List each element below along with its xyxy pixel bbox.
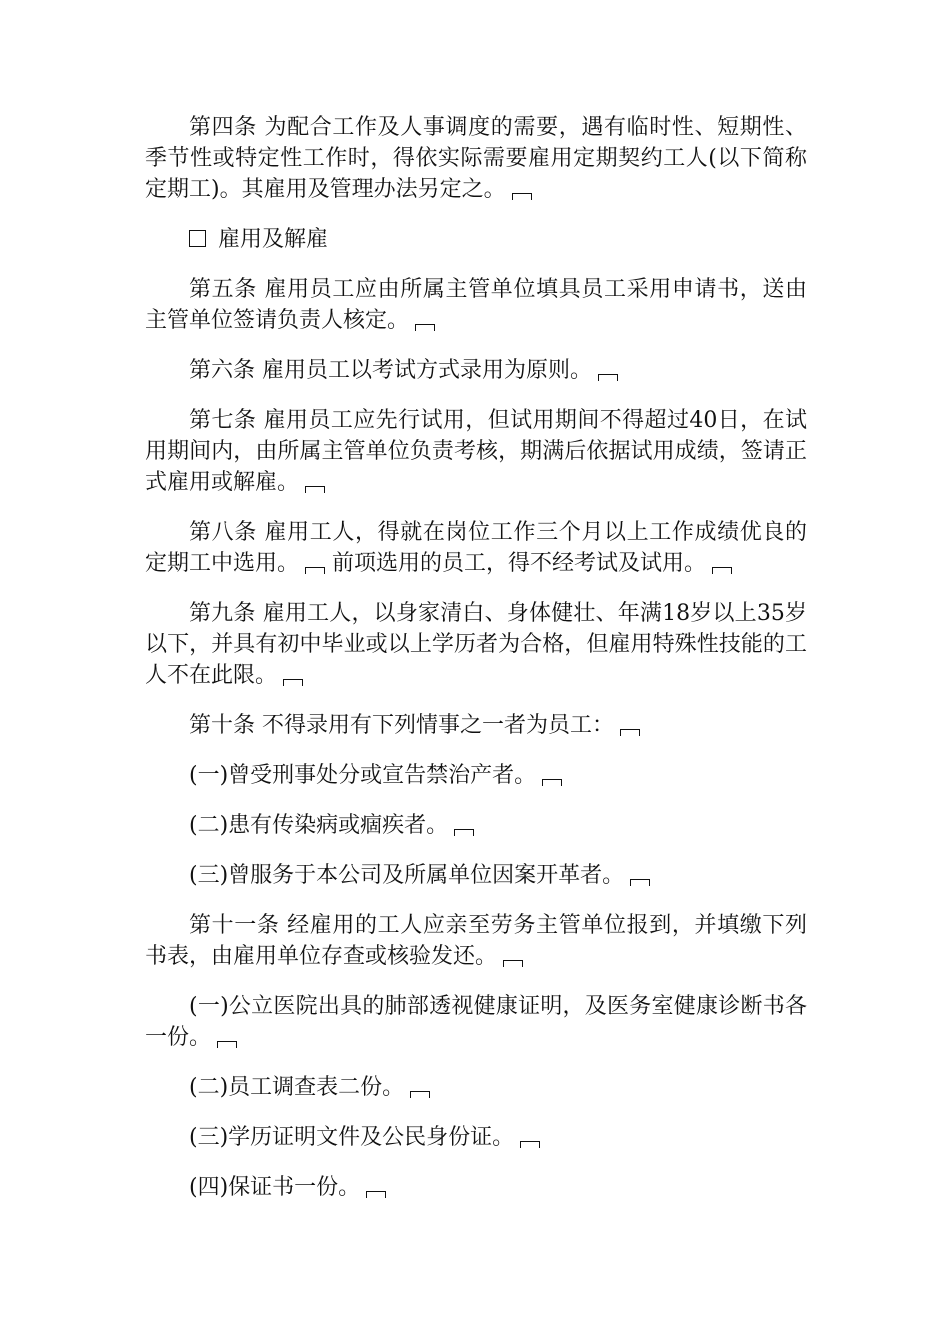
article-4-text: 第四条 为配合工作及人事调度的需要，遇有临时性、短期性、季节性或特定性工作时，得依实际需要雇用定期契约工人(以下简称定期工)。其雇用及管理办法另定之。 <box>145 115 807 202</box>
list-item-text: (三)学历证明文件及公民身份证。 <box>189 1125 515 1150</box>
paragraph-mark-icon <box>217 1041 237 1048</box>
article-9-text: 第九条 雇用工人，以身家清白、身体健壮、年满18岁以上35岁以下，并具有初中毕业或以上学历者为合格，但雇用特殊性技能的工人不在此限。 <box>145 601 807 688</box>
article-5-text: 第五条 雇用员工应由所属主管单位填具员工采用申请书，送由主管单位签请负责人核定。 <box>145 277 807 333</box>
list-item-text: (四)保证书一份。 <box>189 1175 361 1200</box>
article-11-text: 第十一条 经雇用的工人应亲至劳务主管单位报到，并填缴下列书表，由雇用单位存查或核验发还。 <box>145 913 807 969</box>
paragraph-mark-icon <box>712 567 732 574</box>
article-9 <box>145 598 807 691</box>
paragraph-mark-icon <box>620 729 640 736</box>
article-5 <box>145 274 807 336</box>
list-item-text: (二)员工调查表二份。 <box>189 1075 405 1100</box>
article-10-item-2 <box>145 810 807 841</box>
paragraph-mark-icon <box>512 193 532 200</box>
checkbox-icon <box>189 230 206 247</box>
article-11-item-3 <box>145 1122 807 1153</box>
paragraph-mark-icon <box>410 1091 430 1098</box>
paragraph-mark-icon <box>454 829 474 836</box>
paragraph-mark-icon <box>305 486 325 493</box>
article-6-text: 第六条 雇用员工以考试方式录用为原则。 <box>189 358 592 383</box>
paragraph-mark-icon <box>283 679 303 686</box>
article-8-text-b: 前项选用的员工，得不经考试及试用。 <box>332 551 707 576</box>
paragraph-mark-icon <box>305 567 325 574</box>
article-10 <box>145 710 807 741</box>
paragraph-mark-icon <box>415 324 435 331</box>
article-11-item-2 <box>145 1072 807 1103</box>
section-heading <box>145 224 807 255</box>
section-heading-text: 雇用及解雇 <box>218 227 329 252</box>
article-10-item-1 <box>145 760 807 791</box>
list-item-text: (一)公立医院出具的肺部透视健康证明，及医务室健康诊断书各一份。 <box>145 994 807 1050</box>
article-7-text: 第七条 雇用员工应先行试用，但试用期间不得超过40日，在试用期间内，由所属主管单位负责考核，期满后依据试用成绩，签请正式雇用或解雇。 <box>145 408 807 495</box>
article-10-text: 第十条 不得录用有下列情事之一者为员工： <box>189 713 614 738</box>
paragraph-mark-icon <box>520 1141 540 1148</box>
article-11-item-4 <box>145 1172 807 1203</box>
paragraph-mark-icon <box>542 779 562 786</box>
article-6 <box>145 355 807 386</box>
article-4 <box>145 112 807 205</box>
paragraph-mark-icon <box>630 879 650 886</box>
list-item-text: (二)患有传染病或痼疾者。 <box>189 813 449 838</box>
article-8 <box>145 517 807 579</box>
article-11 <box>145 910 807 972</box>
paragraph-mark-icon <box>503 960 523 967</box>
document-page <box>145 112 807 1222</box>
article-8-text-a: 第八条 雇用工人，得就在岗位工作三个月以上工作成绩优良的定期工中选用。 <box>145 520 807 576</box>
article-7 <box>145 405 807 498</box>
article-11-item-1 <box>145 991 807 1053</box>
article-10-item-3 <box>145 860 807 891</box>
paragraph-mark-icon <box>598 374 618 381</box>
list-item-text: (三)曾服务于本公司及所属单位因案开革者。 <box>189 863 625 888</box>
paragraph-mark-icon <box>366 1191 386 1198</box>
list-item-text: (一)曾受刑事处分或宣告禁治产者。 <box>189 763 537 788</box>
